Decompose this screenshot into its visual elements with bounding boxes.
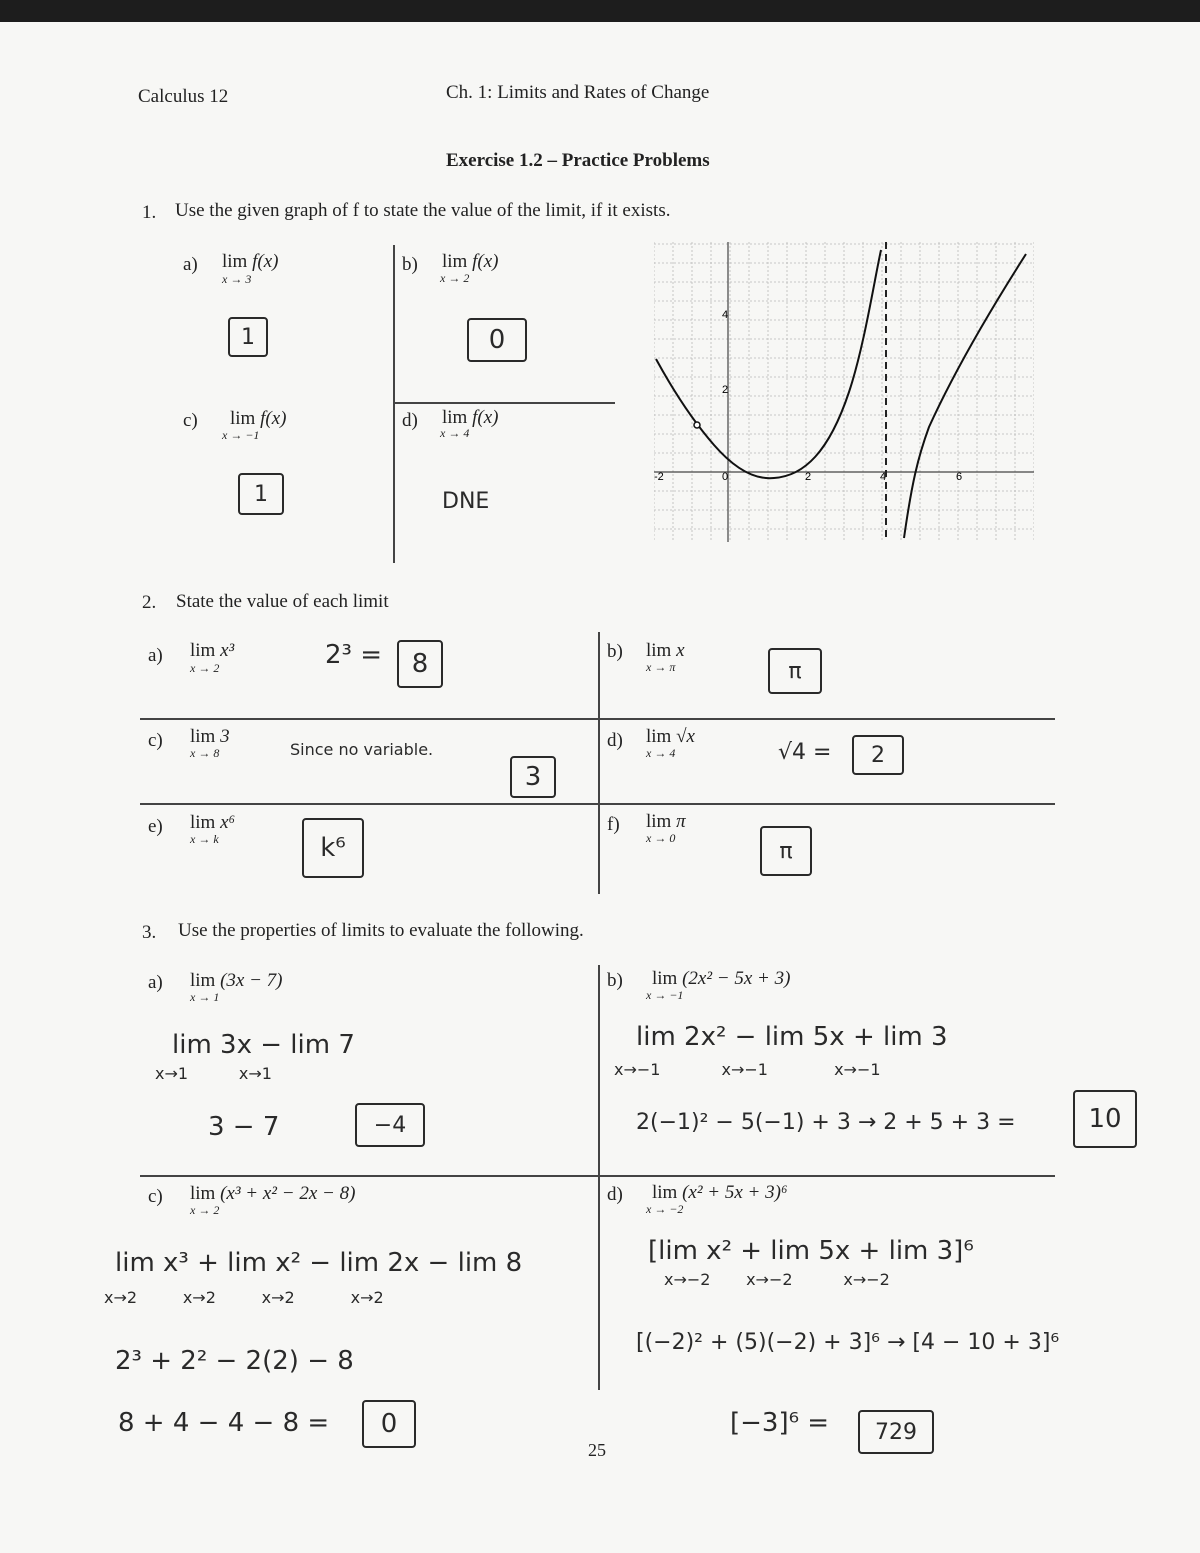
q2c-limit <box>190 726 230 748</box>
lim-expr: (2x² − 5x + 3) <box>682 968 791 989</box>
q2b-answer: π <box>768 648 822 694</box>
course-name: Calculus 12 <box>138 86 229 107</box>
q2a-limit <box>190 640 234 662</box>
q3d-work-line1: [lim x² + lim 5x + lim 3]⁶ <box>648 1236 974 1266</box>
q1a-limit <box>222 251 278 273</box>
lim-word: lim <box>222 251 248 272</box>
lim-word: lim <box>442 407 468 428</box>
q3b-work-line1: lim 2x² − lim 5x + lim 3 <box>636 1022 948 1052</box>
q1b-subscript: x → 2 <box>440 271 470 285</box>
q3-number: 3. <box>142 922 157 943</box>
q3b-subscript: x → −1 <box>646 988 684 1002</box>
lim-word: lim <box>230 408 256 429</box>
q2b-subscript: x → π <box>646 660 676 674</box>
scan-top-border <box>0 0 1200 22</box>
lim-expr: π <box>676 811 686 832</box>
q3c-answer: 0 <box>362 1400 416 1448</box>
lim-expr: f(x) <box>252 251 279 272</box>
q3a-limit <box>190 970 283 992</box>
lim-word: lim <box>190 1183 216 1204</box>
q2a-subscript: x → 2 <box>190 661 220 675</box>
lim-word: lim <box>646 640 672 661</box>
q2e-label: e) <box>148 816 163 837</box>
x-tick-6: 6 <box>956 471 963 483</box>
q2f-limit <box>646 811 686 833</box>
q3d-work-line3: [−3]⁶ = <box>730 1408 830 1438</box>
q3d-limit <box>652 1182 788 1204</box>
q1d-label: d) <box>402 410 418 431</box>
q2d-work: √4 = <box>778 740 832 765</box>
lim-word: lim <box>190 970 216 991</box>
chapter-title: Ch. 1: Limits and Rates of Change <box>446 82 710 103</box>
q3c-work-line1: lim x³ + lim x² − lim 2x − lim 8 <box>115 1248 523 1278</box>
open-point <box>694 422 700 428</box>
q2d-answer: 2 <box>852 735 904 775</box>
q3-row-divider <box>140 1175 1055 1177</box>
q3a-work-line1-subs: x→1 x→1 <box>155 1064 272 1083</box>
y-tick-2: 2 <box>722 384 729 396</box>
lim-expr: f(x) <box>472 251 499 272</box>
lim-expr: (x³ + x² − 2x − 8) <box>220 1183 356 1204</box>
q3a-answer: −4 <box>355 1103 425 1147</box>
lim-word: lim <box>190 726 216 747</box>
q2e-subscript: x → k <box>190 832 219 846</box>
q1c-limit <box>230 408 286 430</box>
q2b-label: b) <box>607 641 623 662</box>
page-number: 25 <box>588 1440 606 1460</box>
q1b-label: b) <box>402 254 418 275</box>
left-branch-curve <box>656 250 881 478</box>
q2f-label: f) <box>607 814 620 835</box>
q1c-subscript: x → −1 <box>222 428 260 442</box>
q3a-subscript: x → 1 <box>190 990 220 1004</box>
q3c-subscript: x → 2 <box>190 1203 220 1217</box>
lim-word: lim <box>190 812 216 833</box>
q1-number: 1. <box>142 202 157 223</box>
q3a-work-line2: 3 − 7 <box>208 1112 280 1142</box>
lim-expr: x³ <box>220 640 235 661</box>
lim-expr: f(x) <box>472 407 499 428</box>
lim-expr: x⁶ <box>220 812 236 833</box>
q2c-work: Since no variable. <box>290 740 434 759</box>
lim-expr: 3 <box>220 726 230 747</box>
lim-expr: x <box>676 640 685 661</box>
q1d-subscript: x → 4 <box>440 426 470 440</box>
q2e-limit <box>190 812 235 834</box>
q2-prompt: State the value of each limit <box>176 591 389 612</box>
x-tick-0: 0 <box>722 471 729 483</box>
q2d-limit <box>646 726 695 748</box>
q3b-label: b) <box>607 970 623 991</box>
q1-function-graph <box>654 242 1034 542</box>
q1d-answer: DNE <box>442 489 490 514</box>
lim-word: lim <box>190 640 216 661</box>
q2-number: 2. <box>142 592 157 613</box>
x-tick-4: 4 <box>880 471 887 483</box>
q3b-work-line1-subs: x→−1 x→−1 x→−1 <box>614 1060 881 1079</box>
q2a-label: a) <box>148 645 163 666</box>
q1b-answer: 0 <box>467 318 527 362</box>
q2a-answer: 8 <box>397 640 443 688</box>
q2c-subscript: x → 8 <box>190 746 220 760</box>
lim-word: lim <box>646 726 672 747</box>
y-tick-4: 4 <box>722 309 729 321</box>
q2-row-divider-1 <box>140 718 1055 720</box>
q3b-work-line2: 2(−1)² − 5(−1) + 3 → 2 + 5 + 3 = <box>636 1110 1016 1135</box>
q3d-work-line1-subs: x→−2 x→−2 x→−2 <box>664 1270 890 1289</box>
q1a-label: a) <box>183 254 198 275</box>
q3d-label: d) <box>607 1184 623 1205</box>
q1b-limit <box>442 251 498 273</box>
q2a-work: 2³ = <box>325 640 383 670</box>
q3a-work-line1: lim 3x − lim 7 <box>172 1030 355 1060</box>
q2f-answer: π <box>760 826 812 876</box>
q1c-label: c) <box>183 410 198 431</box>
q2f-subscript: x → 0 <box>646 831 676 845</box>
lim-word: lim <box>652 1182 678 1203</box>
q3a-label: a) <box>148 972 163 993</box>
lim-expr: f(x) <box>260 408 287 429</box>
q3c-work-line1-subs: x→2 x→2 x→2 x→2 <box>104 1288 384 1307</box>
graph-grid <box>654 242 1034 542</box>
q3c-limit <box>190 1183 355 1205</box>
x-tick-2: 2 <box>805 471 812 483</box>
q3b-answer: 10 <box>1073 1090 1137 1148</box>
q3c-work-line3: 8 + 4 − 4 − 8 = <box>118 1408 330 1438</box>
q3-vertical-divider <box>598 965 600 1390</box>
lim-expr: (3x − 7) <box>220 970 283 991</box>
q1a-subscript: x → 3 <box>222 272 252 286</box>
q1-vertical-divider <box>393 245 395 563</box>
lim-expr: (x² + 5x + 3)⁶ <box>682 1182 788 1203</box>
lim-word: lim <box>652 968 678 989</box>
q2-row-divider-2 <box>140 803 1055 805</box>
q2c-label: c) <box>148 730 163 751</box>
q2d-subscript: x → 4 <box>646 746 676 760</box>
q1c-answer: 1 <box>238 473 284 515</box>
q2e-answer: k⁶ <box>302 818 364 878</box>
q3-prompt: Use the properties of limits to evaluate the following. <box>178 920 584 941</box>
q3d-answer: 729 <box>858 1410 934 1454</box>
q1-prompt: Use the given graph of f to state the value of the limit, if it exists. <box>175 200 671 221</box>
q3d-subscript: x → −2 <box>646 1202 684 1216</box>
lim-expr: √x <box>676 726 695 747</box>
q2d-label: d) <box>607 730 623 751</box>
q3d-work-line2: [(−2)² + (5)(−2) + 3]⁶ → [4 − 10 + 3]⁶ <box>636 1330 1060 1355</box>
q2-vertical-divider <box>598 632 600 894</box>
lim-word: lim <box>442 251 468 272</box>
q1-horizontal-divider <box>393 402 615 404</box>
x-tick-neg2: -2 <box>654 471 664 483</box>
lim-word: lim <box>646 811 672 832</box>
q3c-work-line2: 2³ + 2² − 2(2) − 8 <box>115 1346 354 1376</box>
q3c-label: c) <box>148 1186 163 1207</box>
q3b-limit <box>652 968 790 990</box>
q1a-answer: 1 <box>228 317 268 357</box>
q2b-limit <box>646 640 685 662</box>
exercise-title: Exercise 1.2 – Practice Problems <box>446 150 710 171</box>
q2c-answer: 3 <box>510 756 556 798</box>
